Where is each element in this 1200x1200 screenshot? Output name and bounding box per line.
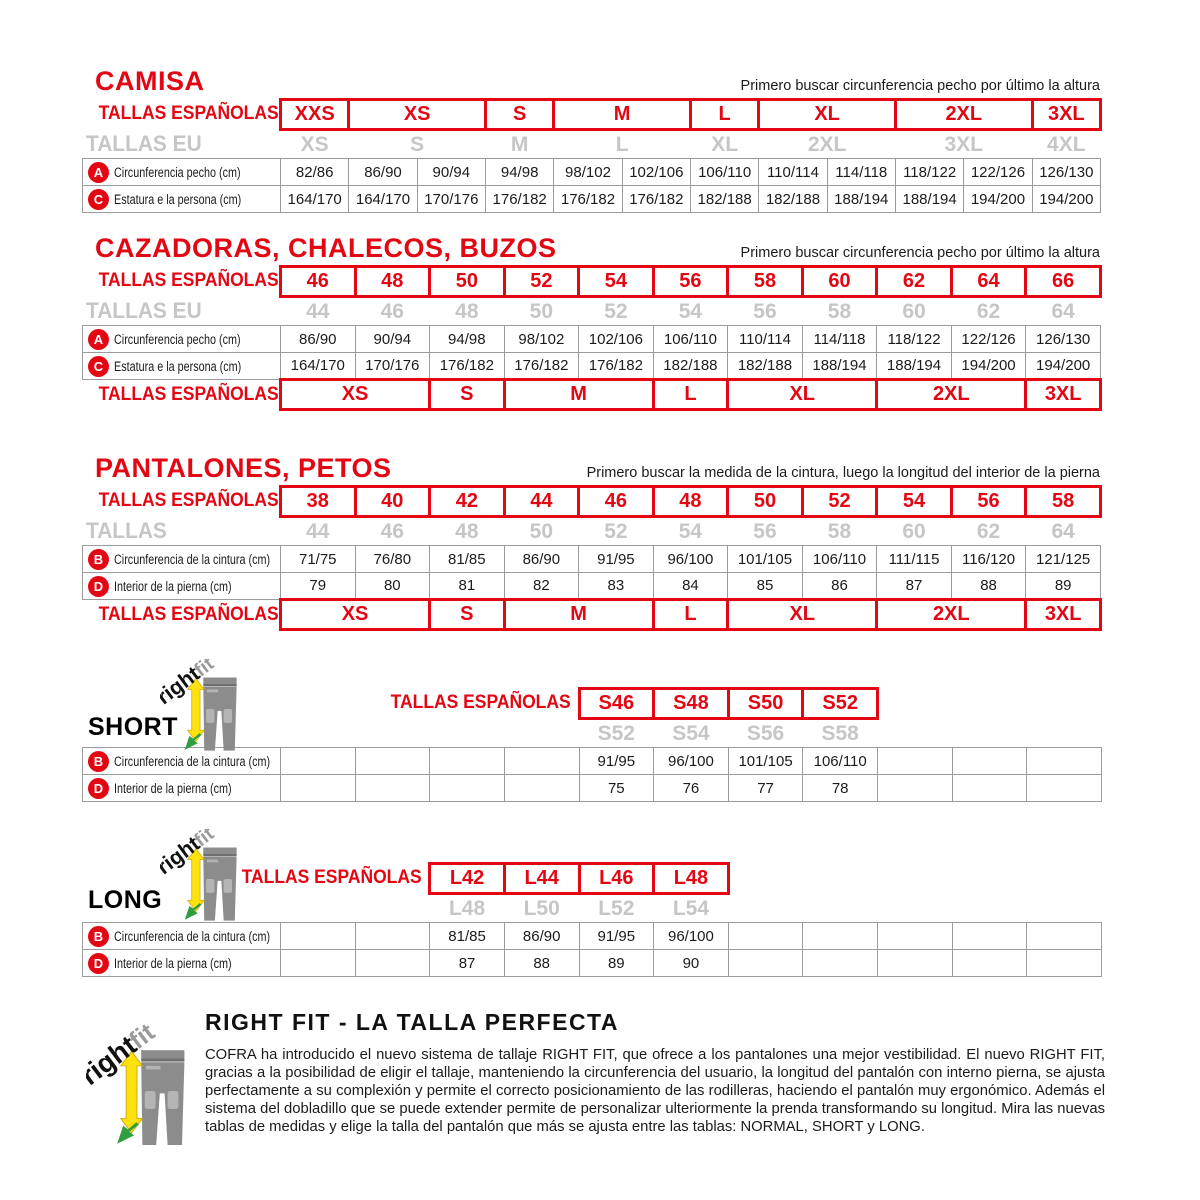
table-cell: 50 <box>430 267 505 297</box>
table-row <box>83 326 1101 353</box>
table-cell <box>1027 775 1102 802</box>
table-cell <box>281 775 356 802</box>
table-cell: 176/182 <box>554 186 622 213</box>
cazadoras-table-container <box>0 265 1200 411</box>
row-label-text: TALLAS ESPAÑOLAS <box>98 270 279 292</box>
table-cell <box>952 950 1027 977</box>
table-cell <box>952 923 1027 950</box>
section-title-cazadoras: CAZADORAS, CHALECOS, BUZOS <box>95 233 557 263</box>
table-cell: 164/170 <box>349 186 417 213</box>
table-cell: 106/110 <box>803 748 878 775</box>
row-label-text: TALLAS ESPAÑOLAS <box>98 490 279 512</box>
table-row <box>83 600 1101 630</box>
table-cell <box>355 950 430 977</box>
table-cell: 106/110 <box>690 159 758 186</box>
table-cell: L <box>615 132 629 156</box>
table-cell: 60 <box>902 519 926 543</box>
rightfit-paragraph: COFRA ha introducido el nuevo sistema de tallaje RIGHT FIT, que ofrece a los pantalones una mejor vestibilidad. El nuevo RIGHT FIT, gracias a la posibilidad de eligir el tallaje, manteniendo la circunferencia del usuario, la longitud del pantalón con interno pierna, se ajusta perfectamente a su complexión y permite el correcto posicionamiento de las rodilleras, haciendo el pantalón muy ergonómico. Además el sistema del dobladillo que se puede extender permite de personalizar ulteriormente la prenda transformando su longitud. Mira las nuevas tablas de medidas y elige la talla del pantalón que más se ajusta entre las tablas: NORMAL, SHORT y LONG. <box>205 1047 1105 1135</box>
rightfit-logo <box>160 829 254 929</box>
row-label-text: Circunferencia pecho (cm) <box>114 164 241 180</box>
row-label-text: Circunferencia de la cintura (cm) <box>114 551 271 567</box>
table-cell: 50 <box>529 299 554 323</box>
rightfit-logo-large <box>86 1011 206 1171</box>
section-short <box>0 687 1200 802</box>
table-cell: 94/98 <box>430 326 505 353</box>
table-cell: 118/122 <box>895 159 963 186</box>
row-label <box>83 517 281 546</box>
table-cell: 64 <box>951 267 1026 297</box>
table-cell: XL <box>728 600 877 630</box>
table-row <box>83 186 1101 213</box>
table-cell: 71/75 <box>281 546 356 573</box>
table-cell <box>355 775 430 802</box>
row-label-text: TALLAS EU <box>85 131 202 157</box>
table-cell: 188/194 <box>802 353 877 380</box>
table-cell: 76/80 <box>355 546 430 573</box>
table-cell <box>952 775 1027 802</box>
table-cell: L54 <box>672 896 710 920</box>
table-cell <box>504 748 579 775</box>
row-label <box>83 573 281 600</box>
table-cell: 52 <box>604 519 628 543</box>
table-cell <box>281 923 356 950</box>
table-cell: 86/90 <box>281 326 356 353</box>
letter-badge-B: B <box>88 926 109 947</box>
table-cell: 52 <box>802 487 877 517</box>
row-label <box>83 353 281 380</box>
row-label-text: Circunferencia de la cintura (cm) <box>114 753 271 769</box>
section-note-pantalones: Primero buscar la medida de la cintura, luego la longitud del interior de la pierna <box>586 465 1100 482</box>
table-cell <box>1027 923 1102 950</box>
row-label <box>83 326 281 353</box>
row-label <box>83 487 281 517</box>
table-cell: 126/130 <box>1032 159 1100 186</box>
table-cell: 182/188 <box>728 353 803 380</box>
table-cell: L52 <box>598 896 635 920</box>
section-cazadoras <box>0 235 1200 411</box>
table-cell <box>728 894 1101 923</box>
table-cell: S50 <box>728 689 803 719</box>
table-cell <box>952 748 1027 775</box>
table-cell: 118/122 <box>877 326 952 353</box>
letter-badge-D: D <box>88 778 109 799</box>
table-cell: XS <box>281 600 430 630</box>
table-cell: 101/105 <box>728 748 803 775</box>
row-label <box>83 159 281 186</box>
table-cell: 164/170 <box>281 353 356 380</box>
row-label <box>83 380 281 410</box>
table-cell: L42 <box>430 864 505 894</box>
table-cell: 85 <box>728 573 803 600</box>
table-cell: 86/90 <box>504 923 579 950</box>
table-cell <box>878 719 1102 748</box>
row-label <box>83 100 281 130</box>
table-cell: 56 <box>653 267 728 297</box>
row-label-text: Circunferencia pecho (cm) <box>114 331 241 347</box>
letter-badge-D: D <box>88 576 109 597</box>
table-cell: 86/90 <box>349 159 417 186</box>
table-cell: 121/125 <box>1026 546 1101 573</box>
table-cell: 110/114 <box>728 326 803 353</box>
section-camisa <box>0 68 1200 213</box>
table-cell: 54 <box>877 487 952 517</box>
table-cell: 48 <box>355 267 430 297</box>
table-cell: 2XL <box>877 380 1026 410</box>
table-row <box>83 267 1101 297</box>
table-cell: 87 <box>430 950 505 977</box>
table-cell: 44 <box>306 519 330 543</box>
table-cell: S56 <box>746 721 785 745</box>
table-cell: M <box>510 132 529 156</box>
table-cell: S <box>410 132 425 156</box>
table-cell <box>803 923 878 950</box>
table-cell: 62 <box>976 519 1001 543</box>
table-cell: M <box>554 100 691 130</box>
table-cell: 83 <box>579 573 654 600</box>
table-cell: 3XL <box>944 132 984 156</box>
table-cell: 58 <box>827 299 852 323</box>
table-cell: S54 <box>672 721 710 745</box>
table-cell: 110/114 <box>759 159 827 186</box>
table-cell: 78 <box>803 775 878 802</box>
table-cell: 56 <box>951 487 1026 517</box>
section-note-camisa: Primero buscar circunferencia pecho por último la altura <box>740 78 1100 95</box>
row-label-text: Interior de la pierna (cm) <box>114 780 232 796</box>
table-cell <box>281 748 356 775</box>
table-cell: 54 <box>678 519 703 543</box>
table-cell: 3XL <box>1026 380 1101 410</box>
table-cell: 4XL <box>1047 132 1086 156</box>
table-cell: 2XL <box>877 600 1026 630</box>
table-cell: 62 <box>877 267 952 297</box>
row-label-text: Estatura e la persona (cm) <box>114 358 242 374</box>
table-cell: 86 <box>802 573 877 600</box>
section-title-pantalones: PANTALONES, PETOS <box>95 453 392 483</box>
short-label: SHORT <box>88 713 178 741</box>
table-cell: 164/170 <box>281 186 349 213</box>
table-cell: 116/120 <box>951 546 1026 573</box>
table-cell: 114/118 <box>827 159 895 186</box>
row-label <box>83 950 281 977</box>
table-cell <box>803 950 878 977</box>
row-label <box>83 130 281 159</box>
table-cell: 81/85 <box>430 546 505 573</box>
table-cell: 54 <box>579 267 654 297</box>
table-cell: 2XL <box>895 100 1032 130</box>
table-cell: 98/102 <box>504 326 579 353</box>
table-cell: 46 <box>380 299 404 323</box>
table-cell: 102/106 <box>579 326 654 353</box>
table-cell: 176/182 <box>622 186 690 213</box>
table-cell: 60 <box>902 299 926 323</box>
table-cell: 102/106 <box>622 159 690 186</box>
table-cell: 3XL <box>1032 100 1100 130</box>
section-long <box>0 862 1200 977</box>
letter-badge-C: C <box>88 356 109 377</box>
table-cell: 96/100 <box>654 923 729 950</box>
table-cell: S48 <box>654 689 729 719</box>
table-cell: S52 <box>803 689 878 719</box>
table-cell <box>355 923 430 950</box>
table-cell: XXS <box>281 100 349 130</box>
table-cell: 44 <box>504 487 579 517</box>
long-label: LONG <box>88 886 163 914</box>
table-row <box>83 353 1101 380</box>
table-cell: 81 <box>430 573 505 600</box>
table-cell: L50 <box>523 896 560 920</box>
cazadoras-size-table <box>82 265 1102 411</box>
table-cell: L48 <box>448 896 486 920</box>
row-label <box>83 546 281 573</box>
section-title-camisa: CAMISA <box>95 66 205 96</box>
table-cell <box>355 748 430 775</box>
table-cell: S52 <box>597 721 635 745</box>
table-row <box>83 100 1101 130</box>
table-cell: 126/130 <box>1026 326 1101 353</box>
row-label-text: TALLAS ESPAÑOLAS <box>390 692 571 714</box>
table-row <box>83 775 1102 802</box>
table-cell: 48 <box>455 299 479 323</box>
table-cell: 50 <box>728 487 803 517</box>
table-cell: 46 <box>579 487 654 517</box>
table-cell: 194/200 <box>1032 186 1100 213</box>
table-cell: S58 <box>821 721 859 745</box>
row-label-text: Interior de la pierna (cm) <box>114 578 232 594</box>
table-cell <box>878 923 953 950</box>
pantalones-table-container <box>0 485 1200 631</box>
table-cell: 80 <box>355 573 430 600</box>
table-cell: 52 <box>504 267 579 297</box>
table-cell: 182/188 <box>690 186 758 213</box>
table-cell: XS <box>300 132 329 156</box>
camisa-size-table <box>82 98 1102 213</box>
row-label-text: TALLAS <box>85 518 167 544</box>
table-cell: 176/182 <box>430 353 505 380</box>
table-cell: 96/100 <box>654 748 729 775</box>
table-row <box>83 950 1102 977</box>
letter-badge-C: C <box>88 189 109 210</box>
table-cell <box>430 748 505 775</box>
table-cell: 170/176 <box>417 186 485 213</box>
row-label-text: TALLAS ESPAÑOLAS <box>98 383 279 405</box>
table-cell: 64 <box>1051 519 1075 543</box>
table-cell: 79 <box>281 573 356 600</box>
table-cell: 62 <box>976 299 1001 323</box>
table-row <box>83 517 1101 546</box>
table-cell: 58 <box>827 519 852 543</box>
table-cell: 46 <box>380 519 404 543</box>
letter-badge-A: A <box>88 329 109 350</box>
table-cell: 194/200 <box>951 353 1026 380</box>
table-cell <box>504 775 579 802</box>
table-cell: 188/194 <box>877 353 952 380</box>
table-cell: XS <box>349 100 486 130</box>
rightfit-heading: RIGHT FIT - LA TALLA PERFECTA <box>205 1009 620 1035</box>
table-row <box>83 487 1101 517</box>
table-cell: 54 <box>678 299 703 323</box>
table-cell: 91/95 <box>579 546 654 573</box>
row-label <box>83 600 281 630</box>
table-cell: 66 <box>1026 267 1101 297</box>
table-cell: 98/102 <box>554 159 622 186</box>
table-row <box>83 297 1101 326</box>
table-cell: 60 <box>802 267 877 297</box>
table-cell: 96/100 <box>653 546 728 573</box>
table-cell <box>1027 748 1102 775</box>
table-cell <box>878 775 953 802</box>
table-cell: S <box>485 100 553 130</box>
table-cell: 114/118 <box>802 326 877 353</box>
table-cell: 94/98 <box>485 159 553 186</box>
table-cell: 2XL <box>807 132 847 156</box>
table-cell: 90 <box>654 950 729 977</box>
table-cell: 188/194 <box>827 186 895 213</box>
table-cell: 176/182 <box>485 186 553 213</box>
table-cell: 56 <box>753 299 777 323</box>
table-cell: 58 <box>728 267 803 297</box>
table-cell: 182/188 <box>653 353 728 380</box>
row-label-text: Estatura e la persona (cm) <box>114 191 242 207</box>
table-cell: L48 <box>654 864 729 894</box>
table-cell: S <box>430 600 505 630</box>
row-label <box>83 267 281 297</box>
table-cell: 44 <box>306 299 330 323</box>
table-cell: 194/200 <box>1026 353 1101 380</box>
table-cell: 182/188 <box>759 186 827 213</box>
table-cell: 76 <box>654 775 729 802</box>
table-cell: 90/94 <box>355 326 430 353</box>
table-cell: M <box>504 380 653 410</box>
table-cell: M <box>504 600 653 630</box>
table-cell: 58 <box>1026 487 1101 517</box>
table-cell: 122/126 <box>964 159 1032 186</box>
table-cell <box>430 775 505 802</box>
table-cell: 50 <box>529 519 554 543</box>
table-cell: XL <box>728 380 877 410</box>
table-cell <box>728 950 803 977</box>
table-cell: L46 <box>579 864 654 894</box>
table-cell: 188/194 <box>895 186 963 213</box>
table-cell: 42 <box>430 487 505 517</box>
table-cell: 82/86 <box>281 159 349 186</box>
table-cell: 170/176 <box>355 353 430 380</box>
table-cell: 56 <box>753 519 777 543</box>
table-cell: 176/182 <box>504 353 579 380</box>
table-cell: 90/94 <box>417 159 485 186</box>
letter-badge-A: A <box>88 162 109 183</box>
table-cell: 91/95 <box>579 748 654 775</box>
table-cell: 89 <box>1026 573 1101 600</box>
row-label-text: Circunferencia de la cintura (cm) <box>114 928 271 944</box>
table-cell: L <box>653 600 728 630</box>
table-cell: 88 <box>951 573 1026 600</box>
table-cell: 46 <box>281 267 356 297</box>
table-row <box>83 159 1101 186</box>
table-cell: XS <box>281 380 430 410</box>
table-cell: 106/110 <box>802 546 877 573</box>
row-label <box>83 297 281 326</box>
table-row <box>83 130 1101 159</box>
table-row <box>83 546 1101 573</box>
table-cell <box>728 864 1101 894</box>
table-cell: 89 <box>579 950 654 977</box>
table-cell: 40 <box>355 487 430 517</box>
table-row <box>83 573 1101 600</box>
letter-badge-B: B <box>88 751 109 772</box>
table-cell: 82 <box>504 573 579 600</box>
row-label-text: TALLAS ESPAÑOLAS <box>98 603 279 625</box>
section-note-cazadoras: Primero buscar circunferencia pecho por último la altura <box>740 245 1100 262</box>
table-cell: L <box>653 380 728 410</box>
table-cell: 91/95 <box>579 923 654 950</box>
rightfit-logo <box>160 659 254 759</box>
table-cell: 48 <box>653 487 728 517</box>
table-cell: S46 <box>579 689 654 719</box>
table-cell: S <box>430 380 505 410</box>
table-cell: L44 <box>504 864 579 894</box>
letter-badge-D: D <box>88 953 109 974</box>
table-cell: 111/115 <box>877 546 952 573</box>
table-cell: 176/182 <box>579 353 654 380</box>
row-label-text: TALLAS ESPAÑOLAS <box>241 867 422 889</box>
row-label-text: TALLAS ESPAÑOLAS <box>98 103 279 125</box>
table-cell: 88 <box>504 950 579 977</box>
table-row <box>83 380 1101 410</box>
table-cell <box>281 950 356 977</box>
table-cell: 3XL <box>1026 600 1101 630</box>
table-cell: XL <box>711 132 739 156</box>
table-cell <box>878 748 953 775</box>
table-cell <box>728 923 803 950</box>
letter-badge-B: B <box>88 549 109 570</box>
row-label-text: Interior de la pierna (cm) <box>114 955 232 971</box>
table-cell: 194/200 <box>964 186 1032 213</box>
table-cell: 87 <box>877 573 952 600</box>
table-cell: 122/126 <box>951 326 1026 353</box>
table-cell: 75 <box>579 775 654 802</box>
section-pantalones <box>0 455 1200 631</box>
camisa-table-container <box>0 98 1200 213</box>
pantalones-size-table <box>82 485 1102 631</box>
table-cell: 64 <box>1051 299 1075 323</box>
table-cell: 48 <box>455 519 479 543</box>
row-label <box>83 186 281 213</box>
table-cell: 81/85 <box>430 923 505 950</box>
table-cell: 52 <box>604 299 628 323</box>
table-cell: 101/105 <box>728 546 803 573</box>
table-cell <box>878 689 1102 719</box>
table-cell: 77 <box>728 775 803 802</box>
table-cell: 38 <box>281 487 356 517</box>
table-cell <box>878 950 953 977</box>
table-cell: 84 <box>653 573 728 600</box>
table-cell: L <box>690 100 758 130</box>
table-cell: XL <box>759 100 896 130</box>
row-label-text: TALLAS EU <box>85 298 202 324</box>
table-cell <box>1027 950 1102 977</box>
table-cell: 86/90 <box>504 546 579 573</box>
section-rightfit <box>0 1009 1200 1179</box>
row-label <box>83 775 281 802</box>
table-cell: 106/110 <box>653 326 728 353</box>
